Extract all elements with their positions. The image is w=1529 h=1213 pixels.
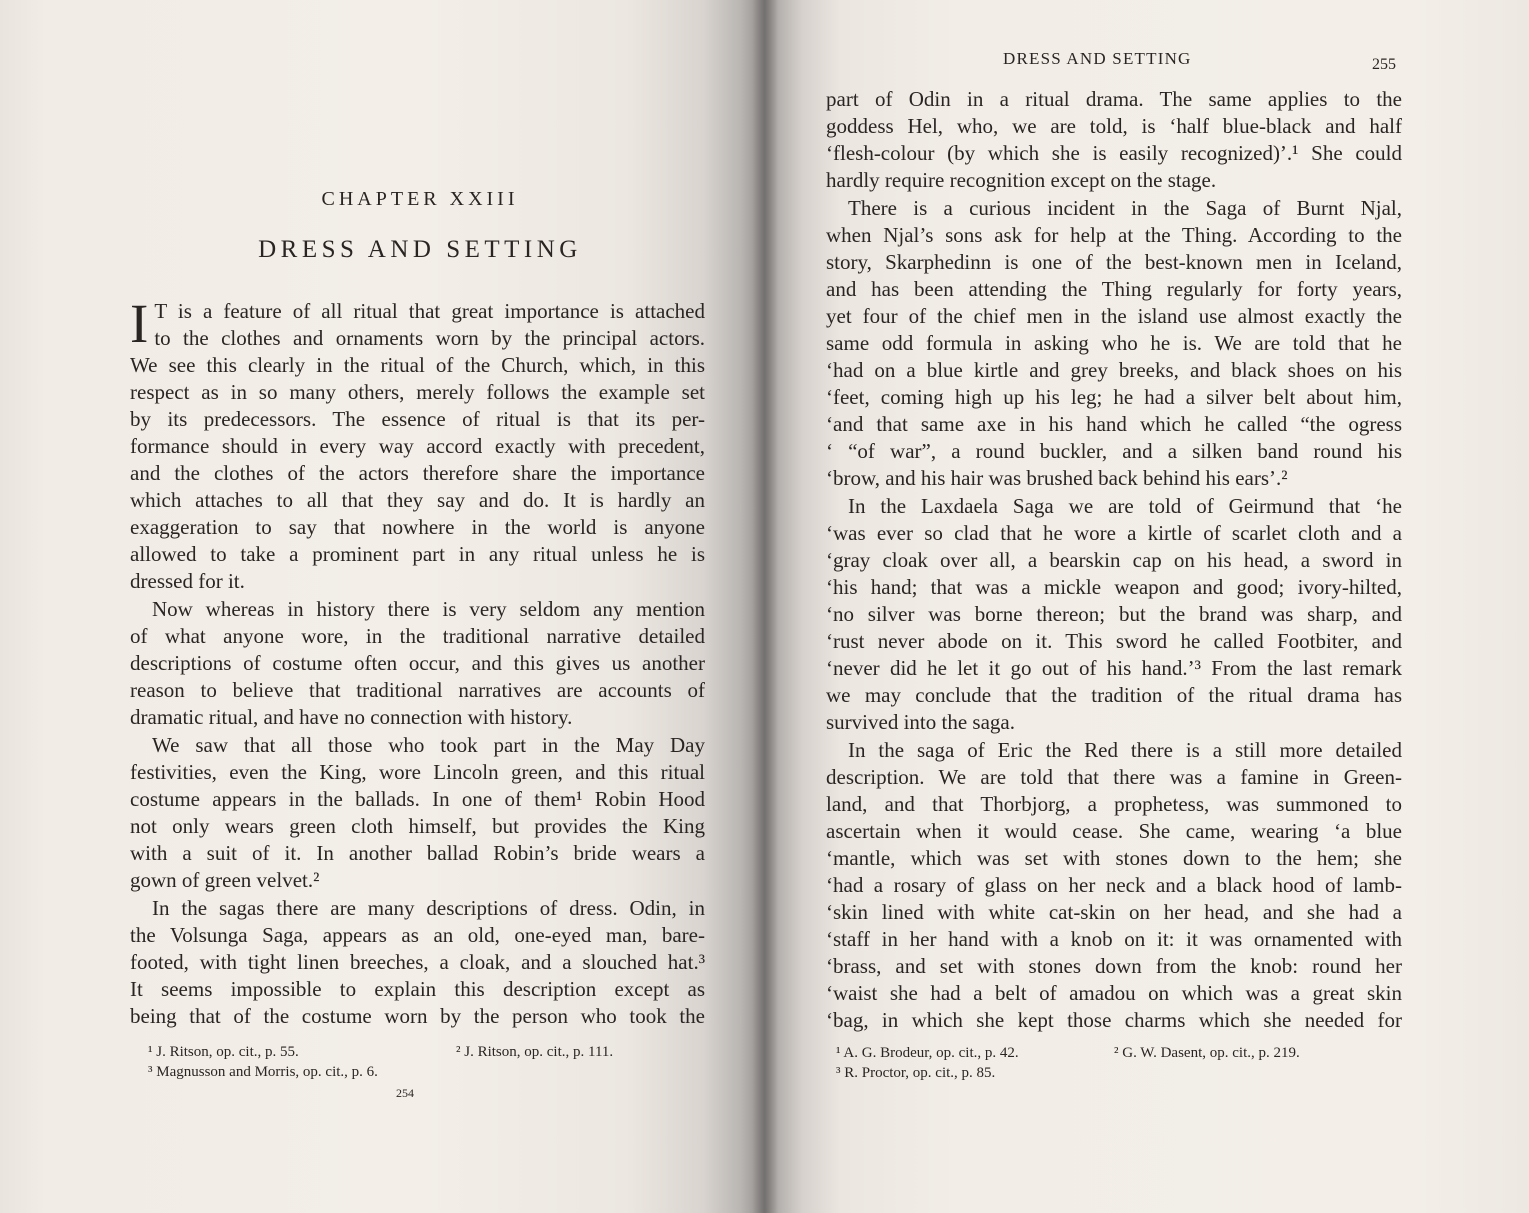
text-line: ‘had a rosary of glass on her neck and a black hood of lamb-: [826, 873, 1402, 897]
footnote-row: [836, 1043, 1396, 1063]
text-line: ‘brass, and set with stones down from the knob: round her: [826, 954, 1402, 978]
left-page: [0, 0, 764, 1213]
text-line: allowed to take a prominent part in any ritual unless he is: [130, 542, 705, 566]
text-line: ‘brow, and his hair was brushed back behind his ears’.²: [826, 466, 1288, 490]
text-line: dressed for it.: [130, 569, 245, 593]
text-line: ‘flesh-colour (by which she is easily recognized)’.¹ She could: [826, 141, 1402, 165]
footnote-1: ¹ A. G. Brodeur, op. cit., p. 42.: [836, 1045, 1019, 1061]
text-line: We saw that all those who took part in the May Day: [152, 733, 705, 757]
text-line: gown of green velvet.²: [130, 868, 320, 892]
right-paragraph-1: [826, 86, 1402, 194]
text-line: hardly require recognition except on the stage.: [826, 168, 1217, 192]
text-line: formance should in every way accord exactly with precedent,: [130, 434, 705, 458]
text-line: reason to believe that traditional narratives are accounts of: [130, 678, 705, 702]
right-page-number: 255: [1372, 56, 1396, 73]
left-page-number: 254: [396, 1086, 414, 1100]
left-footnotes: [148, 1042, 708, 1082]
text-line: ‘never did he let it go out of his hand.’³ From the last remark: [826, 656, 1402, 680]
text-line: description. We are told that there was a famine in Green-: [826, 765, 1402, 789]
text-line: costume appears in the ballads. In one of them¹ Robin Hood: [130, 787, 705, 811]
footnote-3: ³ R. Proctor, op. cit., p. 85.: [836, 1065, 996, 1081]
text-line: ‘no silver was borne thereon; but the brand was sharp, and: [826, 602, 1402, 626]
text-line: land, and that Thorbjorg, a prophetess, was summoned to: [826, 792, 1402, 816]
text-line: ‘waist she had a belt of amadou on which was a great skin: [826, 981, 1402, 1005]
footnote-1: ¹ J. Ritson, op. cit., p. 55.: [148, 1044, 299, 1060]
text-line: to the clothes and ornaments worn by the principal actors.: [154, 326, 705, 350]
footnote-2: ² J. Ritson, op. cit., p. 111.: [456, 1044, 614, 1060]
text-line: and the clothes of the actors therefore share the importance: [130, 461, 705, 485]
text-line: ascertain when it would cease. She came, wearing ‘a blue: [826, 819, 1402, 843]
footnote-3: ³ Magnusson and Morris, op. cit., p. 6.: [148, 1064, 378, 1080]
text-line: In the sagas there are many descriptions of dress. Odin, in: [152, 896, 705, 920]
footnote-2: ² G. W. Dasent, op. cit., p. 219.: [1114, 1045, 1300, 1061]
text-line: we may conclude that the tradition of the ritual drama has: [826, 683, 1402, 707]
running-head: DRESS AND SETTING: [1003, 49, 1192, 68]
text-line: ‘feet, coming high up his leg; he had a silver belt about him,: [826, 385, 1402, 409]
text-line: ‘skin lined with white cat-skin on her head, and she had a: [826, 900, 1402, 924]
left-body-text: [130, 293, 705, 1030]
text-line: dramatic ritual, and have no connection with history.: [130, 705, 573, 729]
text-line: ‘bag, in which she kept those charms which she needed for: [826, 1008, 1402, 1032]
text-line: being that of the costume worn by the person who took the: [130, 1004, 705, 1028]
text-line: ‘his hand; that was a mickle weapon and good; ivory-hilted,: [826, 575, 1402, 599]
footnote-row: [148, 1042, 708, 1062]
text-line: ‘staff in her hand with a knob on it: it was ornamented with: [826, 927, 1402, 951]
chapter-title: DRESS AND SETTING: [258, 236, 582, 263]
right-body-text: [826, 86, 1402, 1034]
text-line: festivities, even the King, wore Lincoln green, and this ritual: [130, 760, 705, 784]
text-line: ‘ “of war”, a round buckler, and a silken band round his: [826, 439, 1402, 463]
text-line: T is a feature of all ritual that great importance is attached: [154, 299, 705, 323]
text-line: story, Skarphedinn is one of the best-known men in Iceland,: [826, 250, 1402, 274]
chapter-number: CHAPTER XXIII: [321, 188, 519, 210]
right-paragraph-2: [826, 195, 1402, 492]
footnote-row: [836, 1063, 1396, 1083]
text-line: by its predecessors. The essence of ritual is that its per-: [130, 407, 705, 431]
text-line: which attaches to all that they say and do. It is hardly an: [130, 488, 705, 512]
text-line: of what anyone wore, in the traditional narrative detailed: [130, 624, 705, 648]
left-paragraph-3: [130, 732, 705, 894]
text-line: footed, with tight linen breeches, a cloak, and a slouched hat.³: [130, 950, 705, 974]
text-line: same odd formula in asking who he is. We are told that he: [826, 331, 1402, 355]
text-line: yet four of the chief men in the island use almost exactly the: [826, 304, 1402, 328]
text-line: goddess Hel, who, we are told, is ‘half blue-black and half: [826, 114, 1402, 138]
text-line: and has been attending the Thing regularly for forty years,: [826, 277, 1402, 301]
left-paragraph-2: [130, 596, 705, 731]
text-line: ‘was ever so clad that he wore a kirtle of scarlet cloth and a: [826, 521, 1402, 545]
right-paragraph-3: [826, 493, 1402, 736]
text-line: There is a curious incident in the Saga of Burnt Njal,: [848, 196, 1402, 220]
text-line: We see this clearly in the ritual of the Church, which, in this: [130, 353, 705, 377]
text-line: ‘rust never abode on it. This sword he called Footbiter, and: [826, 629, 1402, 653]
text-line: In the saga of Eric the Red there is a still more detailed: [848, 738, 1402, 762]
left-paragraph-4: [130, 895, 705, 1030]
drop-cap: I: [130, 293, 149, 354]
text-line: respect as in so many others, merely follows the example set: [130, 380, 705, 404]
text-line: ‘mantle, which was set with stones down to the hem; she: [826, 846, 1402, 870]
book-gutter: [752, 0, 778, 1213]
text-line: It seems impossible to explain this description except as: [130, 977, 705, 1001]
text-line: part of Odin in a ritual drama. The same applies to the: [826, 87, 1402, 111]
text-line: ‘gray cloak over all, a bearskin cap on his head, a sword in: [826, 548, 1402, 572]
footnote-row: [148, 1062, 708, 1082]
text-line: ‘had on a blue kirtle and grey breeks, and black shoes on his: [826, 358, 1402, 382]
text-line: not only wears green cloth himself, but provides the King: [130, 814, 705, 838]
text-line: ‘and that same axe in his hand which he called “the ogress: [826, 412, 1402, 436]
right-paragraph-4: [826, 737, 1402, 1034]
text-line: the Volsunga Saga, appears as an old, one-eyed man, bare-: [130, 923, 705, 947]
right-footnotes: [836, 1043, 1396, 1083]
text-line: with a suit of it. In another ballad Robin’s bride wears a: [130, 841, 705, 865]
text-line: survived into the saga.: [826, 710, 1015, 734]
text-line: descriptions of costume often occur, and this gives us another: [130, 651, 705, 675]
text-line: Now whereas in history there is very seldom any mention: [152, 597, 705, 621]
text-line: when Njal’s sons ask for help at the Thing. According to the: [826, 223, 1402, 247]
text-line: In the Laxdaela Saga we are told of Geirmund that ‘he: [848, 494, 1402, 518]
left-paragraph-1: [130, 293, 705, 595]
text-line: exaggeration to say that nowhere in the world is anyone: [130, 515, 705, 539]
